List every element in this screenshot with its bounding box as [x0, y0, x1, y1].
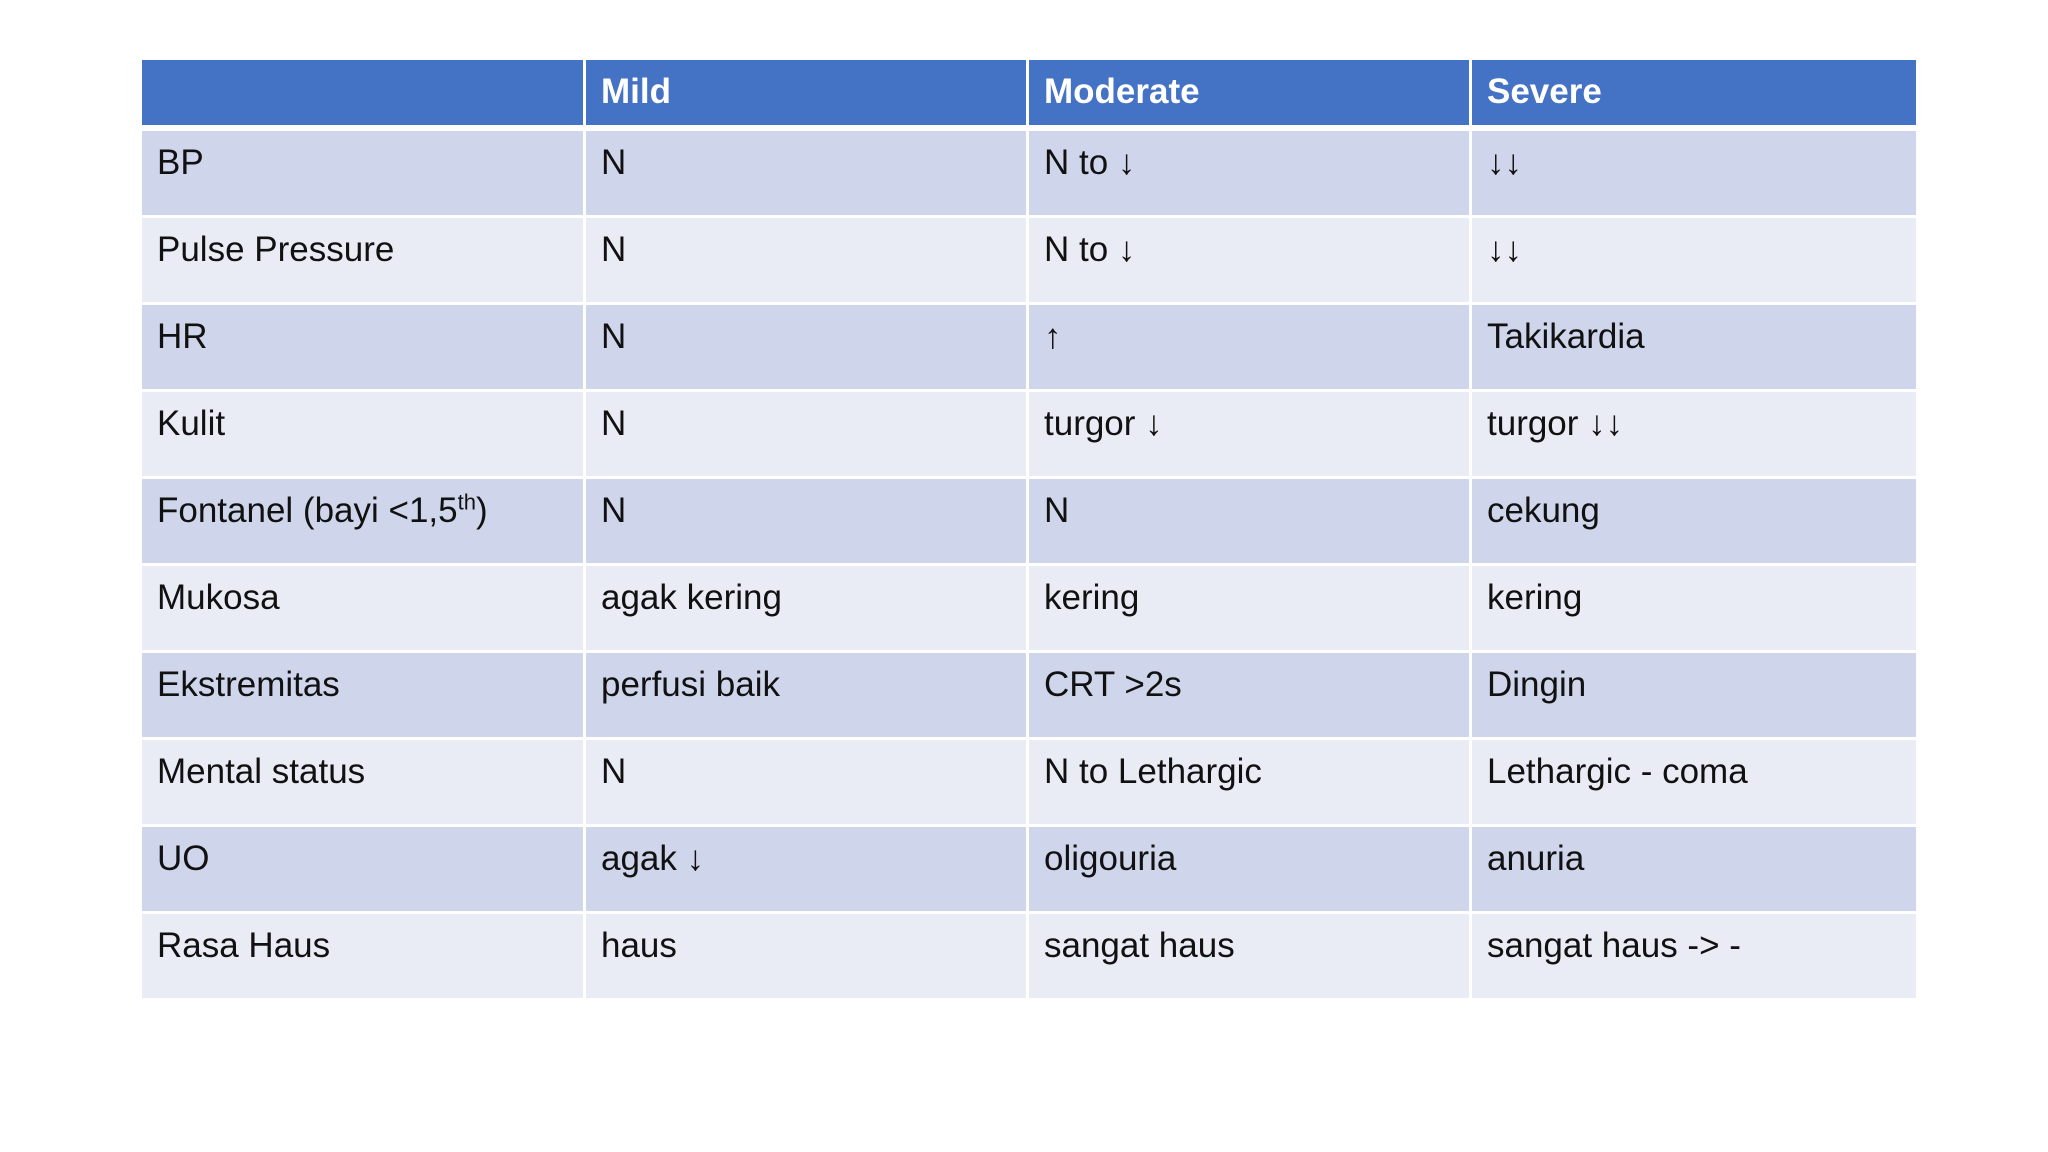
cell-mild: N: [586, 392, 1029, 479]
table-row: [142, 566, 1916, 653]
row-label-superscript: th: [457, 489, 476, 515]
table-row: [142, 392, 1916, 479]
cell-moderate: N to ↓: [1029, 131, 1472, 218]
table-row: [142, 305, 1916, 392]
row-label: Pulse Pressure: [142, 218, 586, 305]
cell-moderate: N: [1029, 479, 1472, 566]
cell-severe: sangat haus -> -: [1472, 914, 1916, 1001]
cell-mild: agak kering: [586, 566, 1029, 653]
row-label: UO: [142, 827, 586, 914]
row-label: Mental status: [142, 740, 586, 827]
cell-moderate: turgor ↓: [1029, 392, 1472, 479]
cell-severe: turgor ↓↓: [1472, 392, 1916, 479]
row-label: Kulit: [142, 392, 586, 479]
row-label-main: Fontanel (bayi <1,5: [157, 491, 458, 530]
cell-mild: perfusi baik: [586, 653, 1029, 740]
table-row: [142, 653, 1916, 740]
cell-moderate: ↑: [1029, 305, 1472, 392]
cell-mild: haus: [586, 914, 1029, 1001]
table-row: [142, 740, 1916, 827]
header-cell-moderate: Moderate: [1029, 60, 1472, 131]
cell-moderate: CRT >2s: [1029, 653, 1472, 740]
cell-moderate: kering: [1029, 566, 1472, 653]
row-label: HR: [142, 305, 586, 392]
cell-mild: N: [586, 305, 1029, 392]
row-label: BP: [142, 131, 586, 218]
table-row: [142, 131, 1916, 218]
row-label: [142, 479, 586, 566]
cell-moderate: N to Lethargic: [1029, 740, 1472, 827]
table-row: [142, 218, 1916, 305]
cell-moderate: N to ↓: [1029, 218, 1472, 305]
header-cell-empty: [142, 60, 586, 131]
cell-mild: agak ↓: [586, 827, 1029, 914]
cell-severe: cekung: [1472, 479, 1916, 566]
header-row: [142, 60, 1916, 131]
cell-severe: ↓↓: [1472, 131, 1916, 218]
row-label: Ekstremitas: [142, 653, 586, 740]
header-cell-severe: Severe: [1472, 60, 1916, 131]
row-label: Rasa Haus: [142, 914, 586, 1001]
row-label: Mukosa: [142, 566, 586, 653]
cell-mild: N: [586, 218, 1029, 305]
cell-moderate: oligouria: [1029, 827, 1472, 914]
cell-severe: Takikardia: [1472, 305, 1916, 392]
row-label-end: ): [475, 491, 488, 530]
dehydration-table: [142, 60, 1916, 1001]
table-row: [142, 827, 1916, 914]
cell-severe: kering: [1472, 566, 1916, 653]
cell-severe: anuria: [1472, 827, 1916, 914]
table-row: [142, 479, 1916, 566]
cell-severe: Lethargic - coma: [1472, 740, 1916, 827]
cell-mild: N: [586, 740, 1029, 827]
cell-mild: N: [586, 131, 1029, 218]
cell-severe: Dingin: [1472, 653, 1916, 740]
table-row: [142, 914, 1916, 1001]
cell-moderate: sangat haus: [1029, 914, 1472, 1001]
header-cell-mild: Mild: [586, 60, 1029, 131]
cell-severe: ↓↓: [1472, 218, 1916, 305]
cell-mild: N: [586, 479, 1029, 566]
